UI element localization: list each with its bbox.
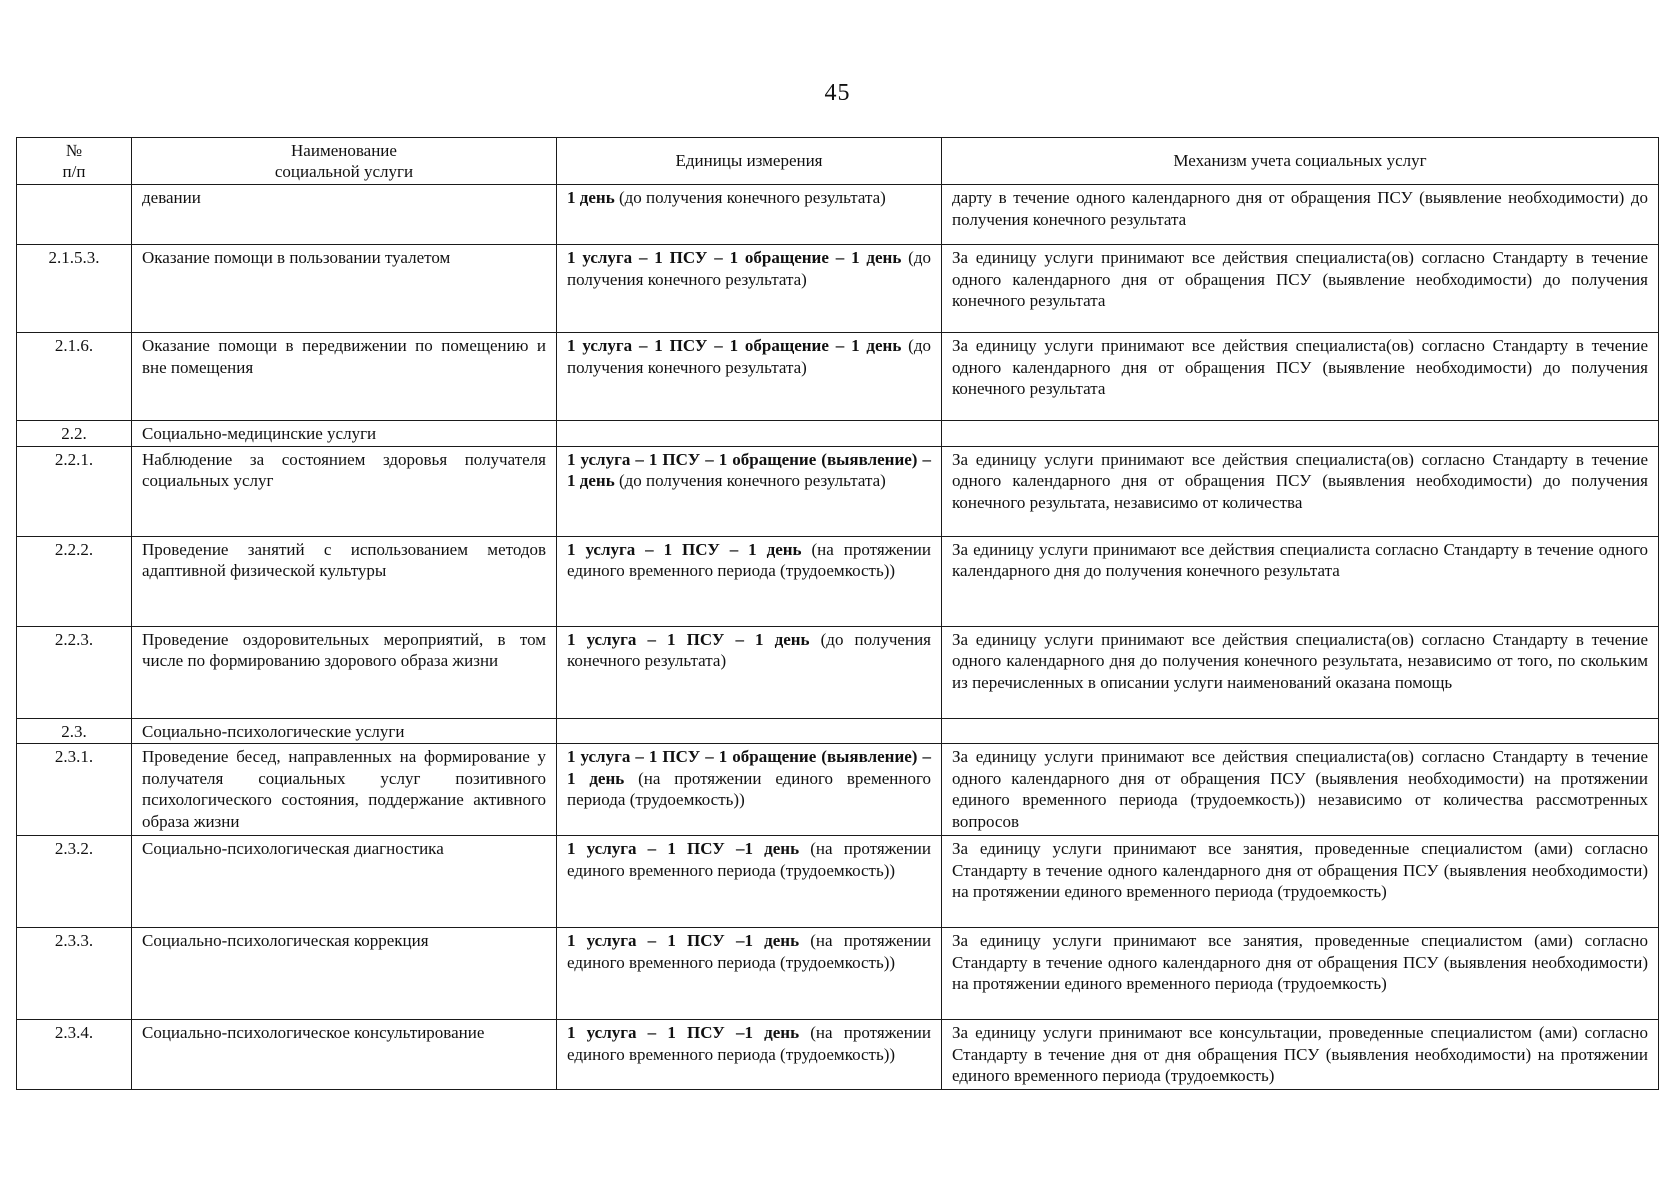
table-row (17, 928, 1659, 1020)
row-mechanism: За единицу услуги принимают все действия специалиста согласно Стандарту в течение одного календарного дня до получения конечного результата (942, 536, 1659, 626)
row-mechanism: За единицу услуги принимают все действия специалиста(ов) согласно Стандарту в течение одного календарного дня от обращения ПСУ (выявление необходимости) до получения конечного результата (942, 245, 1659, 333)
table-row (17, 446, 1659, 536)
row-number: 2.3. (17, 718, 132, 744)
row-unit-bold: 1 услуга – 1 ПСУ – 1 обращение – 1 день (567, 248, 902, 267)
table-row (17, 185, 1659, 245)
row-mechanism: За единицу услуги принимают все занятия, проведенные специалистом (ами) согласно Стандарту в течение одного календарного дня от обращения ПСУ (выявления необходимости) на протяжении единого временного периода (трудоемкость) (942, 836, 1659, 928)
row-mechanism: дарту в течение одного календарного дня от обращения ПСУ (выявление необходимости) до получения конечного результата (942, 185, 1659, 245)
header-service-name (132, 138, 557, 185)
row-unit-bold: 1 услуга – 1 ПСУ –1 день (567, 1023, 800, 1042)
row-unit (557, 421, 942, 447)
row-unit-bold: 1 услуга – 1 ПСУ – 1 обращение (выявление) – 1 день (567, 449, 931, 490)
row-unit-bold: 1 услуга – 1 ПСУ –1 день (567, 931, 800, 950)
page-number: 45 (824, 80, 851, 106)
header-mechanism: Механизм учета социальных услуг (942, 138, 1659, 185)
row-unit (557, 744, 942, 836)
row-unit (557, 1020, 942, 1090)
row-unit-rest: (на протяжении единого временного периода (трудоемкость)) (567, 539, 932, 580)
row-mechanism: За единицу услуги принимают все действия специалиста(ов) согласно Стандарту в течение одного календарного дня до получения конечного результата, независимо от того, по скольким из перечисленных в описании услуги наименований оказана помощь (942, 626, 1659, 718)
header-name-line1: Наименование (291, 140, 397, 160)
row-unit (557, 333, 942, 421)
row-unit-rest: (до получения конечного результата) (614, 471, 886, 490)
row-unit-rest: (на протяжении единого временного периода (трудоемкость)) (567, 931, 932, 972)
row-service-name: девании (132, 185, 557, 245)
row-unit-rest: (до получения конечного результата) (567, 336, 931, 377)
row-service-name: Оказание помощи в пользовании туалетом (132, 245, 557, 333)
row-unit-rest: (на протяжении единого временного периода (трудоемкость)) (567, 1023, 932, 1064)
header-name-line2: социальной услуги (274, 162, 414, 181)
row-unit (557, 626, 942, 718)
row-number: 2.2.1. (17, 446, 132, 536)
row-unit-bold: 1 услуга – 1 ПСУ – 1 обращение – 1 день (567, 336, 902, 355)
row-number: 2.3.3. (17, 928, 132, 1020)
header-number-line2: п/п (62, 162, 86, 181)
row-number: 2.3.1. (17, 744, 132, 836)
row-service-name: Социально-психологическое консультирование (132, 1020, 557, 1090)
row-unit-bold: 1 услуга – 1 ПСУ – 1 день (567, 539, 802, 559)
table-row (17, 245, 1659, 333)
table-row (17, 626, 1659, 718)
row-unit (557, 836, 942, 928)
row-service-name: Проведение бесед, направленных на формирование у получателя социальных услуг позитивного психологического состояния, поддержание активного образа жизни (132, 744, 557, 836)
row-mechanism: За единицу услуги принимают все действия специалиста(ов) согласно Стандарту в течение одного календарного дня от обращения ПСУ (выявления необходимости) на протяжении единого временного периода (трудоемкость)) независимо от количества рассмотренных вопросов (942, 744, 1659, 836)
row-unit (557, 928, 942, 1020)
table-row (17, 836, 1659, 928)
social-services-table (16, 137, 1659, 1090)
row-unit (557, 185, 942, 245)
row-unit-bold: 1 услуга – 1 ПСУ – 1 день (567, 629, 810, 649)
row-number (17, 185, 132, 245)
row-mechanism (942, 718, 1659, 744)
table-section-row (17, 421, 1659, 447)
row-unit-rest: (до получения конечного результата) (567, 248, 931, 289)
row-unit-bold: 1 услуга – 1 ПСУ – 1 обращение (выявление) – 1 день (567, 747, 931, 788)
row-number: 2.2.3. (17, 626, 132, 718)
row-unit-rest: (на протяжении единого временного периода (трудоемкость)) (567, 768, 931, 809)
header-number (17, 138, 132, 185)
row-service-name: Социально-психологические услуги (132, 718, 557, 744)
row-unit (557, 245, 942, 333)
table-row (17, 536, 1659, 626)
row-service-name: Социально-психологическая диагностика (132, 836, 557, 928)
row-unit (557, 446, 942, 536)
row-number: 2.3.4. (17, 1020, 132, 1090)
table-row (17, 333, 1659, 421)
row-number: 2.1.6. (17, 333, 132, 421)
row-unit-rest: (до получения конечного результата) (614, 188, 886, 207)
table-section-row (17, 718, 1659, 744)
row-number: 2.1.5.3. (17, 245, 132, 333)
row-unit-rest: (на протяжении единого временного периода (трудоемкость)) (567, 839, 932, 880)
header-number-line1: № (65, 140, 83, 160)
row-number: 2.2.2. (17, 536, 132, 626)
row-service-name: Проведение занятий с использованием методов адаптивной физической культуры (132, 536, 557, 626)
row-mechanism: За единицу услуги принимают все занятия, проведенные специалистом (ами) согласно Стандарту в течение одного календарного дня от обращения ПСУ (выявления необходимости) на протяжении единого временного периода (трудоемкость) (942, 928, 1659, 1020)
row-mechanism (942, 421, 1659, 447)
table-row (17, 744, 1659, 836)
row-service-name: Оказание помощи в передвижении по помещению и вне помещения (132, 333, 557, 421)
row-unit (557, 718, 942, 744)
row-unit (557, 536, 942, 626)
row-service-name: Социально-психологическая коррекция (132, 928, 557, 1020)
row-unit-rest: (до получения конечного результата) (567, 629, 931, 670)
table-row (17, 1020, 1659, 1090)
row-service-name: Проведение оздоровительных мероприятий, в том числе по формированию здорового образа жизни (132, 626, 557, 718)
row-service-name: Наблюдение за состоянием здоровья получателя социальных услуг (132, 446, 557, 536)
row-number: 2.2. (17, 421, 132, 447)
row-mechanism: За единицу услуги принимают все действия специалиста(ов) согласно Стандарту в течение одного календарного дня от обращения ПСУ (выявление необходимости) до получения конечного результата (942, 333, 1659, 421)
row-mechanism: За единицу услуги принимают все действия специалиста(ов) согласно Стандарту в течение одного календарного дня от обращения ПСУ (выявления необходимости) до получения конечного результата, независимо от количества (942, 446, 1659, 536)
header-units: Единицы измерения (557, 138, 942, 185)
row-number: 2.3.2. (17, 836, 132, 928)
table-header-row (17, 138, 1659, 185)
row-unit-bold: 1 услуга – 1 ПСУ –1 день (567, 839, 800, 858)
row-unit-bold: 1 день (567, 188, 615, 207)
row-mechanism: За единицу услуги принимают все консультации, проведенные специалистом (ами) согласно Стандарту в течение дня от дня обращения ПСУ (выявления необходимости) на протяжении единого временного периода (трудоемкость) (942, 1020, 1659, 1090)
row-service-name: Социально-медицинские услуги (132, 421, 557, 447)
